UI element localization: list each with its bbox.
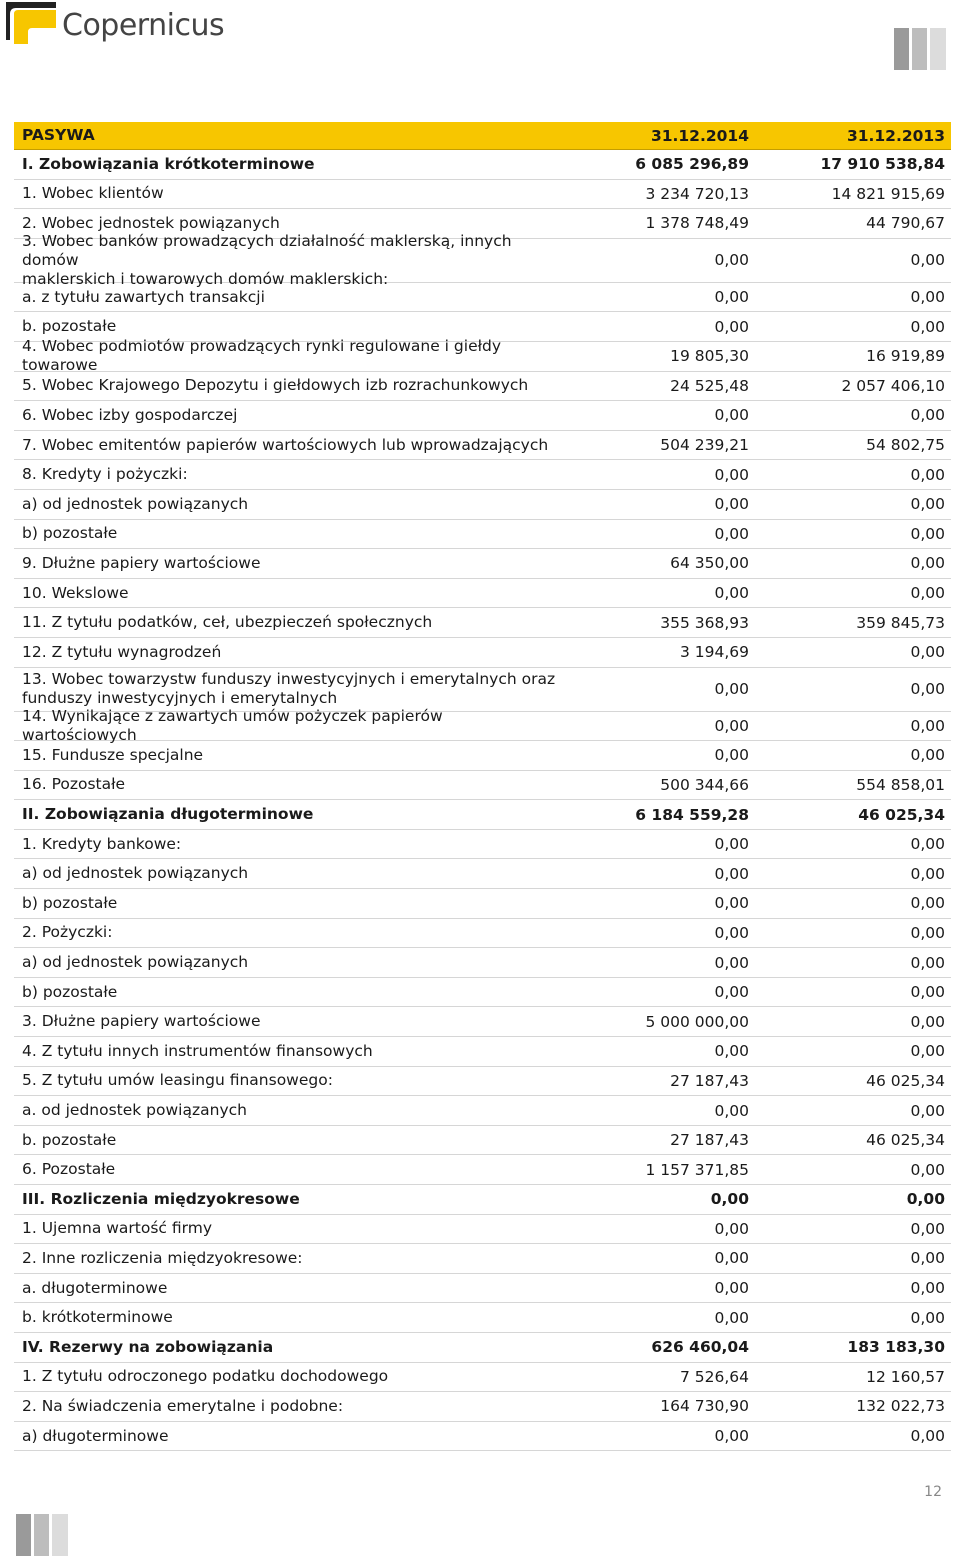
- row-label: 4. Wobec podmiotów prowadzących rynki regulowane i giełdy towarowe: [22, 337, 502, 375]
- section-row: [14, 1333, 951, 1363]
- row-label: 4. Z tytułu innych instrumentów finansowych: [22, 1041, 373, 1060]
- value-2013: 0,00: [910, 983, 945, 1002]
- row-label: a) długoterminowe: [22, 1426, 169, 1445]
- value-2014: 3 234 720,13: [645, 184, 749, 203]
- value-2014: 1 378 748,49: [645, 214, 749, 233]
- value-2013: 0,00: [910, 923, 945, 942]
- value-2013: 0,00: [910, 495, 945, 514]
- value-2013: 0,00: [910, 465, 945, 484]
- value-2013: 0,00: [910, 835, 945, 854]
- value-2013: 0,00: [910, 406, 945, 425]
- value-2014: 0,00: [714, 894, 749, 913]
- value-2013: 0,00: [910, 894, 945, 913]
- value-2014: 27 187,43: [670, 1131, 749, 1150]
- value-2014: 0,00: [714, 288, 749, 307]
- row-label: a) od jednostek powiązanych: [22, 494, 249, 513]
- value-2013: 0,00: [910, 1012, 945, 1031]
- table-row: [14, 1126, 951, 1156]
- table-row: [14, 919, 951, 949]
- table-row: [14, 1215, 951, 1245]
- row-label: I. Zobowiązania krótkoterminowe: [22, 154, 315, 173]
- value-2013: 554 858,01: [856, 775, 945, 794]
- brand-name: Copernicus: [62, 8, 225, 43]
- row-label: 9. Dłużne papiery wartościowe: [22, 553, 261, 572]
- copernicus-logo: [2, 0, 225, 48]
- header-year-2013: 31.12.2013: [846, 126, 945, 145]
- table-row: [14, 1244, 951, 1274]
- value-2014: 19 805,30: [670, 347, 749, 366]
- table-row: [14, 520, 951, 550]
- table-row: [14, 1037, 951, 1067]
- table-row: [14, 180, 951, 210]
- value-2013: 12 160,57: [866, 1367, 945, 1386]
- value-2014: 0,00: [714, 524, 749, 543]
- value-2014: 0,00: [714, 716, 749, 735]
- value-2014: 0,00: [714, 1101, 749, 1120]
- value-2013: 46 025,34: [866, 1131, 945, 1150]
- section-row: [14, 1185, 951, 1215]
- value-2014: 0,00: [714, 953, 749, 972]
- value-2013: 0,00: [910, 1279, 945, 1298]
- table-row: [14, 859, 951, 889]
- row-label: III. Rozliczenia międzyokresowe: [22, 1189, 300, 1208]
- value-2014: 500 344,66: [660, 775, 749, 794]
- row-label: 1. Ujemna wartość firmy: [22, 1219, 213, 1238]
- logo-mark-icon: [2, 0, 58, 46]
- liabilities-table: [14, 122, 951, 1451]
- value-2014: 164 730,90: [660, 1397, 749, 1416]
- row-label: a. od jednostek powiązanych: [22, 1101, 247, 1120]
- table-row: [14, 431, 951, 461]
- value-2014: 504 239,21: [660, 436, 749, 455]
- value-2014: 6 085 296,89: [635, 155, 749, 174]
- value-2013: 46 025,34: [866, 1071, 945, 1090]
- row-label: 14. Wynikające z zawartych umów pożyczek papierów wartościowych: [22, 706, 443, 744]
- value-2014: 6 184 559,28: [635, 805, 749, 824]
- value-2014: 0,00: [714, 251, 749, 270]
- value-2013: 0,00: [910, 716, 945, 735]
- table-row: [14, 1274, 951, 1304]
- table-row: [14, 1155, 951, 1185]
- value-2013: 0,00: [910, 554, 945, 573]
- value-2014: 7 526,64: [679, 1367, 749, 1386]
- row-label: 1. Z tytułu odroczonego podatku dochodowego: [22, 1367, 389, 1386]
- value-2013: 0,00: [910, 1042, 945, 1061]
- table-row: [14, 231, 951, 288]
- table-row: [14, 771, 951, 801]
- value-2014: 0,00: [714, 406, 749, 425]
- value-2014: 0,00: [714, 835, 749, 854]
- value-2014: 0,00: [714, 864, 749, 883]
- value-2013: 0,00: [910, 953, 945, 972]
- table-row: [14, 608, 951, 638]
- row-label: b) pozostałe: [22, 982, 118, 1001]
- value-2013: 46 025,34: [858, 805, 945, 824]
- value-2014: 0,00: [714, 1427, 749, 1446]
- value-2014: 64 350,00: [670, 554, 749, 573]
- row-label: a) od jednostek powiązanych: [22, 953, 249, 972]
- value-2013: 0,00: [906, 1190, 945, 1209]
- table-row: [14, 706, 951, 744]
- row-label: b. krótkoterminowe: [22, 1308, 173, 1327]
- value-2014: 1 157 371,85: [645, 1160, 749, 1179]
- table-row: [14, 1392, 951, 1422]
- row-label: 15. Fundusze specjalne: [22, 745, 204, 764]
- page-number: 12: [924, 1484, 942, 1500]
- value-2013: 0,00: [910, 1249, 945, 1268]
- row-label: 3. Wobec banków prowadzących działalność maklerską, innych domów maklerskich i towarowych domów maklerskich:: [22, 231, 512, 288]
- value-2013: 14 821 915,69: [831, 184, 945, 203]
- value-2013: 0,00: [910, 864, 945, 883]
- table-row: [14, 889, 951, 919]
- row-label: 12. Z tytułu wynagrodzeń: [22, 642, 222, 661]
- table-row: [14, 1363, 951, 1393]
- value-2013: 0,00: [910, 1427, 945, 1446]
- row-label: b) pozostałe: [22, 524, 118, 543]
- section-row: [14, 150, 951, 180]
- row-label: 11. Z tytułu podatków, ceł, ubezpieczeń społecznych: [22, 613, 433, 632]
- value-2013: 0,00: [910, 1160, 945, 1179]
- value-2014: 0,00: [714, 746, 749, 765]
- header-year-2014: 31.12.2014: [650, 126, 749, 145]
- row-label: 2. Na świadczenia emerytalne i podobne:: [22, 1396, 344, 1415]
- row-label: 7. Wobec emitentów papierów wartościowych lub wprowadzających: [22, 435, 549, 454]
- table-row: [14, 337, 951, 375]
- value-2014: 5 000 000,00: [645, 1012, 749, 1031]
- row-label: 1. Wobec klientów: [22, 184, 164, 203]
- table-row: [14, 948, 951, 978]
- table-row: [14, 830, 951, 860]
- table-row: [14, 549, 951, 579]
- value-2013: 0,00: [910, 317, 945, 336]
- value-2013: 54 802,75: [866, 436, 945, 455]
- header-title: PASYWA: [22, 126, 95, 144]
- row-label: 16. Pozostałe: [22, 775, 126, 794]
- value-2013: 0,00: [910, 1101, 945, 1120]
- value-2013: 132 022,73: [856, 1397, 945, 1416]
- row-label: b. pozostałe: [22, 1130, 117, 1149]
- value-2013: 0,00: [910, 288, 945, 307]
- value-2013: 0,00: [910, 584, 945, 603]
- value-2013: 359 845,73: [856, 613, 945, 632]
- value-2014: 355 368,93: [660, 613, 749, 632]
- row-label: II. Zobowiązania długoterminowe: [22, 805, 314, 824]
- table-row: [14, 978, 951, 1008]
- value-2013: 0,00: [910, 1219, 945, 1238]
- value-2013: 0,00: [910, 1308, 945, 1327]
- row-label: 10. Wekslowe: [22, 583, 129, 602]
- row-label: 1. Kredyty bankowe:: [22, 834, 182, 853]
- table-row: [14, 283, 951, 313]
- decorative-bars-bottom-icon: [16, 1514, 68, 1556]
- value-2013: 0,00: [910, 680, 945, 698]
- value-2014: 0,00: [714, 584, 749, 603]
- table-row: [14, 401, 951, 431]
- value-2014: 27 187,43: [670, 1071, 749, 1090]
- value-2014: 0,00: [714, 495, 749, 514]
- value-2013: 0,00: [910, 643, 945, 662]
- table-row: [14, 490, 951, 520]
- table-row: [14, 372, 951, 402]
- row-label: 8. Kredyty i pożyczki:: [22, 465, 188, 484]
- value-2013: 44 790,67: [866, 214, 945, 233]
- row-label: 3. Dłużne papiery wartościowe: [22, 1012, 261, 1031]
- decorative-bars-icon: [894, 28, 946, 70]
- value-2013: 0,00: [910, 746, 945, 765]
- table-header-row: [14, 122, 951, 150]
- table-row: [14, 1007, 951, 1037]
- value-2014: 0,00: [714, 1219, 749, 1238]
- row-label: IV. Rezerwy na zobowiązania: [22, 1337, 274, 1356]
- table-row: [14, 1096, 951, 1126]
- value-2013: 0,00: [910, 524, 945, 543]
- value-2014: 0,00: [714, 680, 749, 698]
- value-2014: 0,00: [714, 1279, 749, 1298]
- row-label: b) pozostałe: [22, 893, 118, 912]
- row-label: 6. Wobec izby gospodarczej: [22, 405, 238, 424]
- row-label: a. długoterminowe: [22, 1278, 168, 1297]
- row-label: 6. Pozostałe: [22, 1160, 116, 1179]
- value-2014: 24 525,48: [670, 376, 749, 395]
- value-2014: 0,00: [714, 1249, 749, 1268]
- value-2014: 626 460,04: [651, 1338, 749, 1357]
- row-label: b. pozostałe: [22, 317, 117, 336]
- row-label: 2. Inne rozliczenia międzyokresowe:: [22, 1248, 303, 1267]
- value-2013: 2 057 406,10: [841, 376, 945, 395]
- table-row: [14, 579, 951, 609]
- table-row: [14, 1303, 951, 1333]
- value-2013: 16 919,89: [866, 347, 945, 366]
- value-2014: 0,00: [714, 983, 749, 1002]
- value-2014: 0,00: [710, 1190, 749, 1209]
- value-2014: 0,00: [714, 465, 749, 484]
- table-row: [14, 668, 951, 712]
- value-2014: 0,00: [714, 923, 749, 942]
- table-row: [14, 1422, 951, 1452]
- table-row: [14, 460, 951, 490]
- row-label: a) od jednostek powiązanych: [22, 864, 249, 883]
- value-2013: 0,00: [910, 251, 945, 270]
- row-label: 2. Wobec jednostek powiązanych: [22, 213, 280, 232]
- value-2013: 17 910 538,84: [820, 155, 945, 174]
- table-row: [14, 741, 951, 771]
- row-label: 13. Wobec towarzystw funduszy inwestycyjnych i emerytalnych oraz funduszy inwestycyjnych i emerytalnych: [22, 670, 556, 707]
- row-label: 2. Pożyczki:: [22, 923, 113, 942]
- value-2014: 0,00: [714, 317, 749, 336]
- value-2013: 183 183,30: [847, 1338, 945, 1357]
- table-row: [14, 638, 951, 668]
- row-label: 5. Wobec Krajowego Depozytu i giełdowych izb rozrachunkowych: [22, 376, 529, 395]
- table-row: [14, 1067, 951, 1097]
- row-label: 5. Z tytułu umów leasingu finansowego:: [22, 1071, 333, 1090]
- row-label: a. z tytułu zawartych transakcji: [22, 287, 265, 306]
- value-2014: 0,00: [714, 1308, 749, 1327]
- value-2014: 0,00: [714, 1042, 749, 1061]
- section-row: [14, 800, 951, 830]
- value-2014: 3 194,69: [679, 643, 749, 662]
